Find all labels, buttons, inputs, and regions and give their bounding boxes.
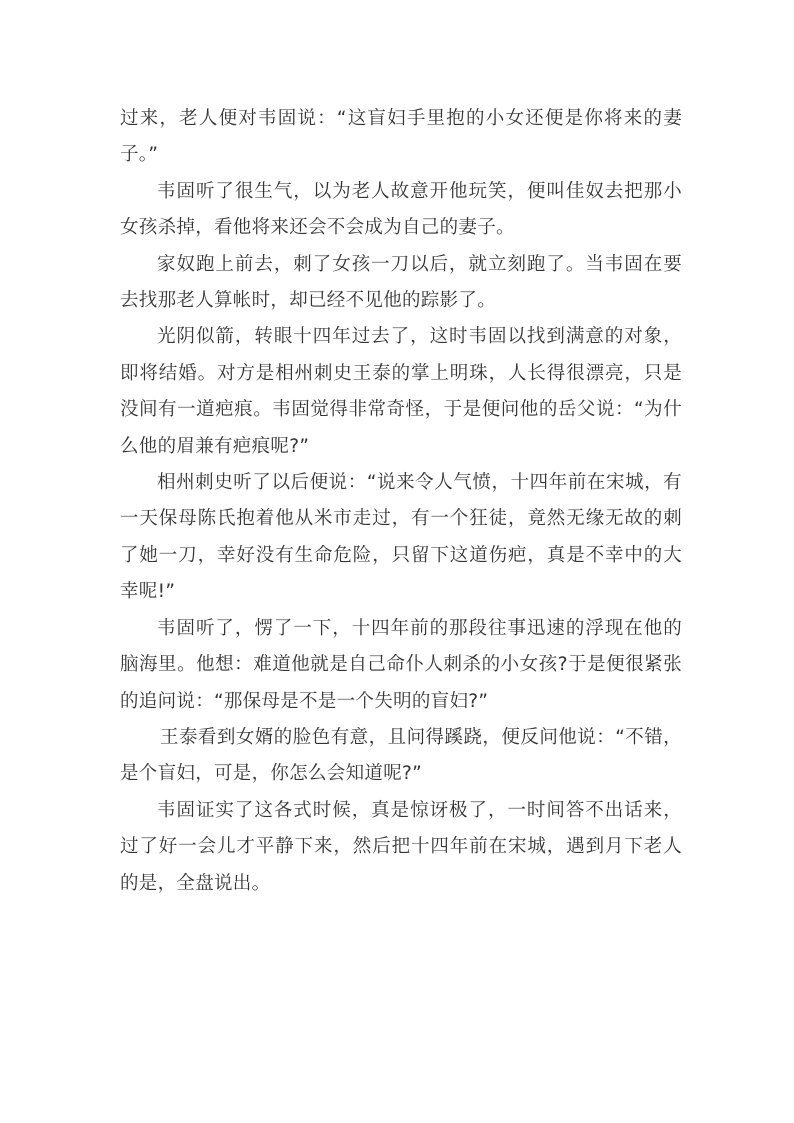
paragraph: 韦固听了，愣了一下，十四年前的那段往事迅速的浮现在他的脑海里。他想：难道他就是自己命仆人刺杀的小女孩?于是便很紧张的追问说：“那保母是不是一个失明的盲妇?” — [120, 617, 682, 712]
paragraph: 光阴似箭，转眼十四年过去了，这时韦固以找到满意的对象，即将结婚。对方是相州刺史王泰的掌上明珠，人长得很漂亮，只是没间有一道疤痕。韦固觉得非常奇怪，于是便问他的岳父说：“为什么他的眉兼有疤痕呢?” — [120, 326, 682, 457]
paragraph-continuation: 过来，老人便对韦固说：“这盲妇手里抱的小女还便是你将来的妻子。” — [120, 108, 682, 166]
paragraph: 韦固听了很生气，以为老人故意开他玩笑，便叫佳奴去把那小女孩杀掉，看他将来还会不会成为自己的妻子。 — [120, 180, 682, 239]
paragraph: 相州刺史听了以后便说：“说来令人气愤，十四年前在宋城，有一天保母陈氏抱着他从米市走过，有一个狂徒，竟然无缘无故的刺了她一刀，幸好没有生命危险，只留下这道伤疤，真是不幸中的大幸呢!” — [120, 472, 682, 603]
paragraph: 家奴跑上前去，刺了女孩一刀以后，就立刻跑了。当韦固在要去找那老人算帐时，却已经不见他的踪影了。 — [120, 253, 682, 312]
paragraph: 王泰看到女婿的脸色有意，且问得蹊跷，便反问他说：“不错，是个盲妇，可是，你怎么会知道呢?” — [120, 726, 682, 785]
paragraph: 韦固证实了这各式时候，真是惊讶极了，一时间答不出话来，过了好一会儿才平静下来，然后把十四年前在宋城，遇到月下老人的是，全盘说出。 — [120, 799, 682, 894]
story-text — [120, 101, 682, 902]
